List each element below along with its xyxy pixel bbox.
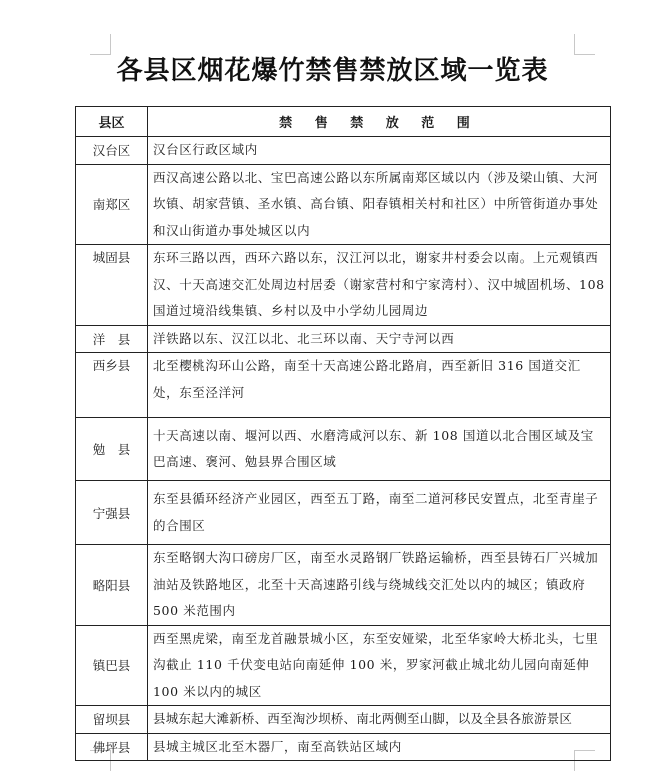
range-cell: 北至樱桃沟环山公路，南至十天高速公路北路肩，西至新旧 316 国道交汇处，东至泾洋河 [148, 353, 611, 418]
county-cell: 洋 县 [76, 325, 148, 353]
range-cell: 东至县循环经济产业园区，西至五丁路，南至二道河移民安置点，北至青崖子的合围区 [148, 481, 611, 545]
restriction-table [75, 106, 611, 761]
table-row [76, 353, 611, 418]
county-cell: 勉 县 [76, 418, 148, 481]
table-header-row [76, 107, 611, 137]
range-cell: 十天高速以南、堰河以西、水磨湾咸河以东、新 108 国道以北合围区域及宝巴高速、褒河、勉县界合围区域 [148, 418, 611, 481]
range-cell: 西至黑虎梁，南至龙首融景城小区，东至安娅梁，北至华家岭大桥北头，七里沟截止 110 千伏变电站向南延伸 100 米，罗家河截止城北幼儿园向南延伸 100 米以内的城区 [148, 625, 611, 706]
table-row [76, 481, 611, 545]
county-cell: 留坝县 [76, 706, 148, 734]
table-row [76, 325, 611, 353]
county-cell: 佛坪县 [76, 733, 148, 761]
range-cell: 东环三路以西，西环六路以东，汉江河以北，谢家井村委会以南。上元观镇西汉、十天高速交汇处周边村居委（谢家营村和宁家湾村）、汉中城固机场、108 国道过境沿线集镇、乡村以及中小学幼儿园周边 [148, 245, 611, 326]
table-row [76, 545, 611, 626]
table-row [76, 706, 611, 734]
range-cell: 汉台区行政区域内 [148, 137, 611, 165]
county-cell: 城固县 [76, 245, 148, 326]
table-row [76, 245, 611, 326]
county-cell: 略阳县 [76, 545, 148, 626]
county-cell: 南郑区 [76, 164, 148, 245]
header-county: 县区 [76, 107, 148, 137]
header-range: 禁 售 禁 放 范 围 [148, 107, 611, 137]
document-title: 各县区烟花爆竹禁售禁放区域一览表 [116, 56, 549, 86]
table-row [76, 733, 611, 761]
table-row [76, 137, 611, 165]
table-row [76, 418, 611, 481]
county-cell: 汉台区 [76, 137, 148, 165]
range-cell: 县城主城区北至木器厂，南至高铁站区域内 [148, 733, 611, 761]
range-cell: 东至略钢大沟口磅房厂区，南至水灵路钢厂铁路运输桥，西至县铸石厂兴城加油站及铁路地区，北至十天高速路引线与绕城线交汇处以内的城区；镇政府 500 米范围内 [148, 545, 611, 626]
table-row [76, 164, 611, 245]
range-cell: 西汉高速公路以北、宝巴高速公路以东所属南郑区域以内（涉及梁山镇、大河坎镇、胡家营镇、圣水镇、高台镇、阳春镇相关村和社区）中所管街道办事处和汉山街道办事处城区以内 [148, 164, 611, 245]
table-row [76, 625, 611, 706]
range-cell: 洋铁路以东、汉江以北、北三环以南、天宁寺河以西 [148, 325, 611, 353]
county-cell: 宁强县 [76, 481, 148, 545]
range-cell: 县城东起大滩新桥、西至淘沙坝桥、南北两侧至山脚，以及全县各旅游景区 [148, 706, 611, 734]
county-cell: 镇巴县 [76, 625, 148, 706]
county-cell: 西乡县 [76, 353, 148, 418]
